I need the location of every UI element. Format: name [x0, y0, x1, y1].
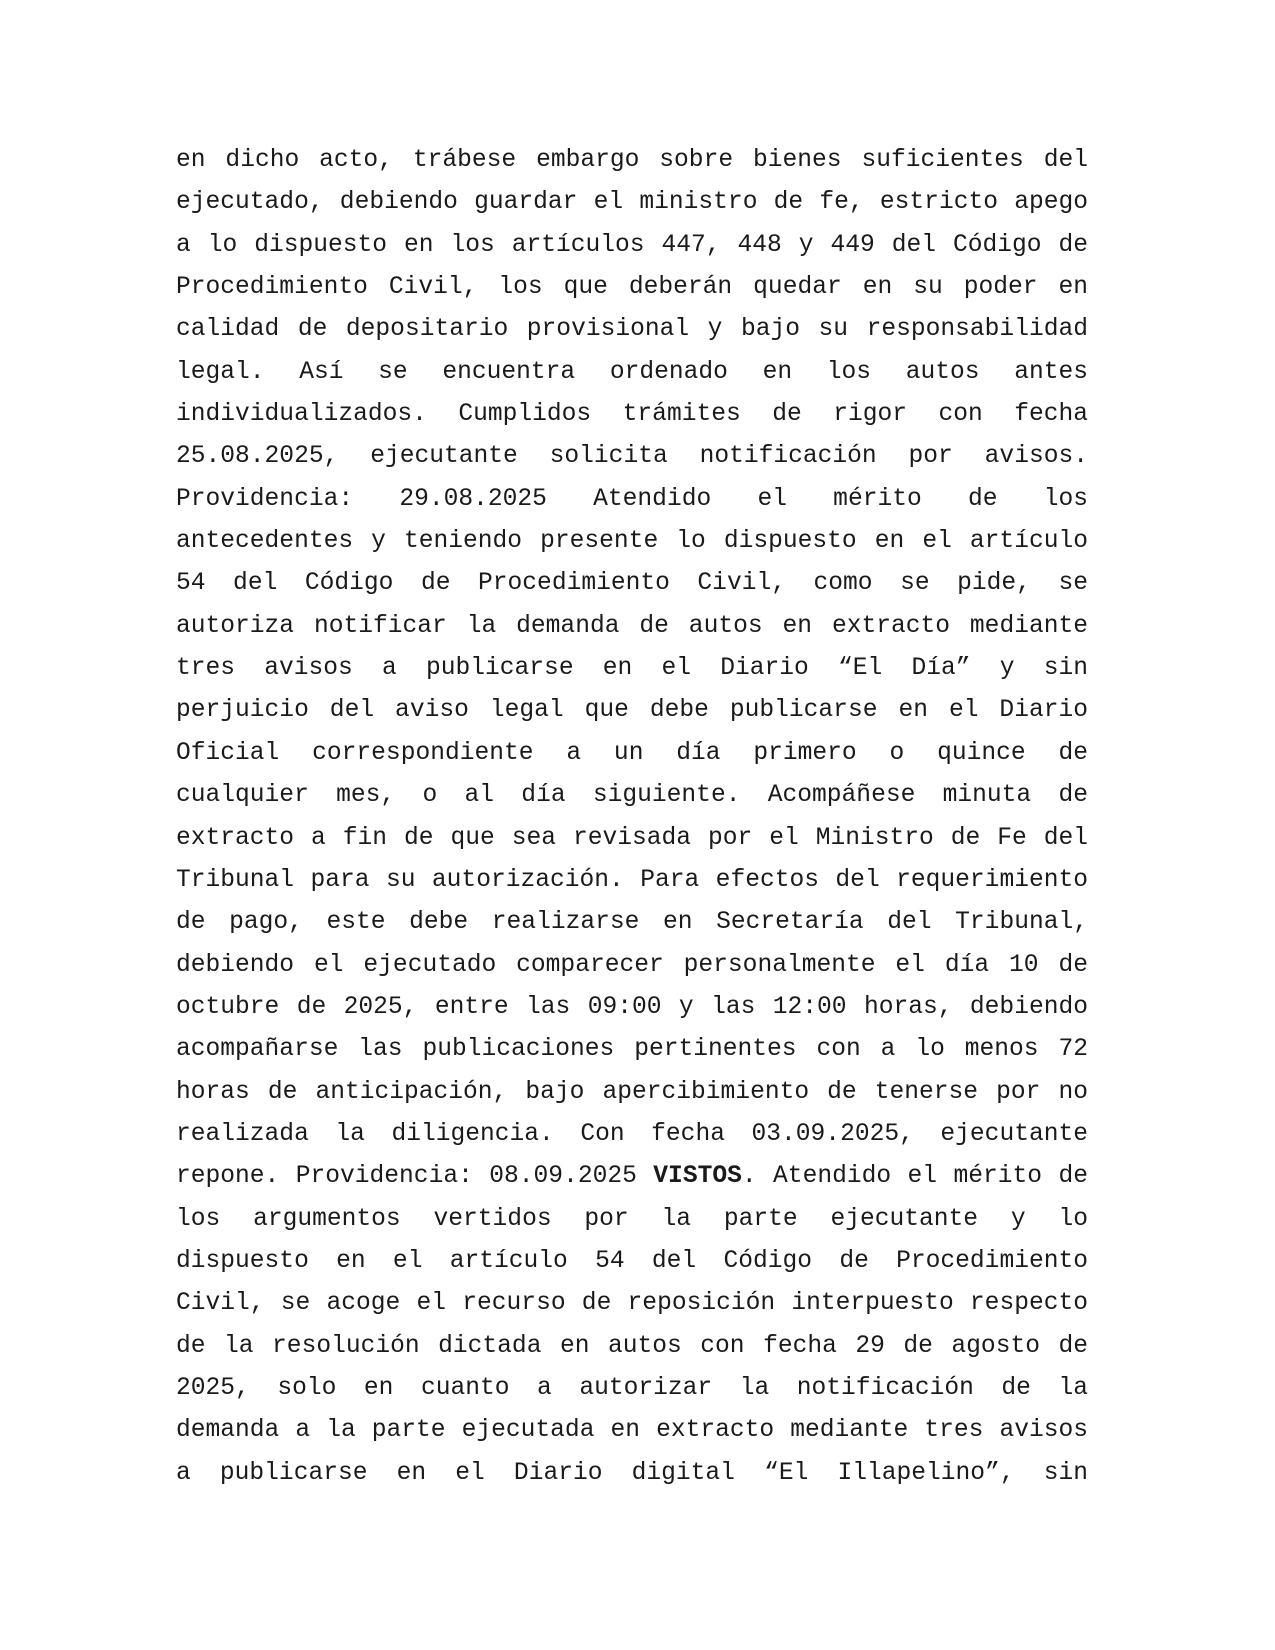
text-line: demanda a la parte ejecutada en extracto mediante tres avisos	[176, 1417, 1088, 1445]
text-line: Civil, se acoge el recurso de reposición interpuesto respecto	[176, 1290, 1088, 1318]
text-line: a lo dispuesto en los artículos 447, 448 y 449 del Código de	[176, 231, 1088, 259]
text-line: 2025, solo en cuanto a autorizar la notificación de la	[176, 1374, 1088, 1402]
text-line: 54 del Código de Procedimiento Civil, como se pide, se	[176, 570, 1088, 598]
text-line: Oficial correspondiente a un día primero o quince de	[176, 739, 1088, 767]
text-line: legal. Así se encuentra ordenado en los autos antes	[176, 358, 1088, 386]
vistos-bold: VISTOS	[653, 1163, 742, 1191]
text-line: cualquier mes, o al día siguiente. Acompáñese minuta de	[176, 782, 1088, 810]
document-body-text	[176, 140, 1088, 1495]
vistos-before: repone. Providencia: 08.09.2025	[176, 1163, 654, 1191]
text-line: de pago, este debe realizarse en Secretaría del Tribunal,	[176, 909, 1088, 937]
vistos-after: . Atendido el mérito de	[741, 1163, 1088, 1191]
text-line: Procedimiento Civil, los que deberán quedar en su poder en	[176, 274, 1088, 302]
text-line: horas de anticipación, bajo apercibimiento de tenerse por no	[176, 1078, 1088, 1106]
text-line: los argumentos vertidos por la parte ejecutante y lo	[176, 1205, 1088, 1233]
text-line: acompañarse las publicaciones pertinentes con a lo menos 72	[176, 1036, 1088, 1064]
text-line: ejecutado, debiendo guardar el ministro de fe, estricto apego	[176, 189, 1088, 217]
text-line: Tribunal para su autorización. Para efectos del requerimiento	[176, 866, 1088, 894]
text-line: perjuicio del aviso legal que debe publicarse en el Diario	[176, 697, 1088, 725]
text-line-vistos	[176, 1156, 1088, 1198]
text-line: tres avisos a publicarse en el Diario “El Día” y sin	[176, 655, 1088, 683]
text-line: a publicarse en el Diario digital “El Illapelino”, sin	[176, 1459, 1088, 1487]
text-line: 25.08.2025, ejecutante solicita notificación por avisos.	[176, 443, 1088, 471]
text-line: Providencia: 29.08.2025 Atendido el mérito de los	[176, 485, 1088, 513]
text-line: calidad de depositario provisional y bajo su responsabilidad	[176, 316, 1088, 344]
text-line: extracto a fin de que sea revisada por el Ministro de Fe del	[176, 824, 1088, 852]
text-line: dispuesto en el artículo 54 del Código de Procedimiento	[176, 1247, 1088, 1275]
text-line: autoriza notificar la demanda de autos en extracto mediante	[176, 612, 1088, 640]
text-line: antecedentes y teniendo presente lo dispuesto en el artículo	[176, 528, 1088, 556]
text-line: realizada la diligencia. Con fecha 03.09.2025, ejecutante	[176, 1120, 1088, 1148]
text-line: debiendo el ejecutado comparecer personalmente el día 10 de	[176, 951, 1088, 979]
text-line: de la resolución dictada en autos con fecha 29 de agosto de	[176, 1332, 1088, 1360]
text-line: octubre de 2025, entre las 09:00 y las 12:00 horas, debiendo	[176, 993, 1088, 1021]
text-line: individualizados. Cumplidos trámites de rigor con fecha	[176, 401, 1088, 429]
text-line: en dicho acto, trábese embargo sobre bienes suficientes del	[176, 147, 1088, 174]
